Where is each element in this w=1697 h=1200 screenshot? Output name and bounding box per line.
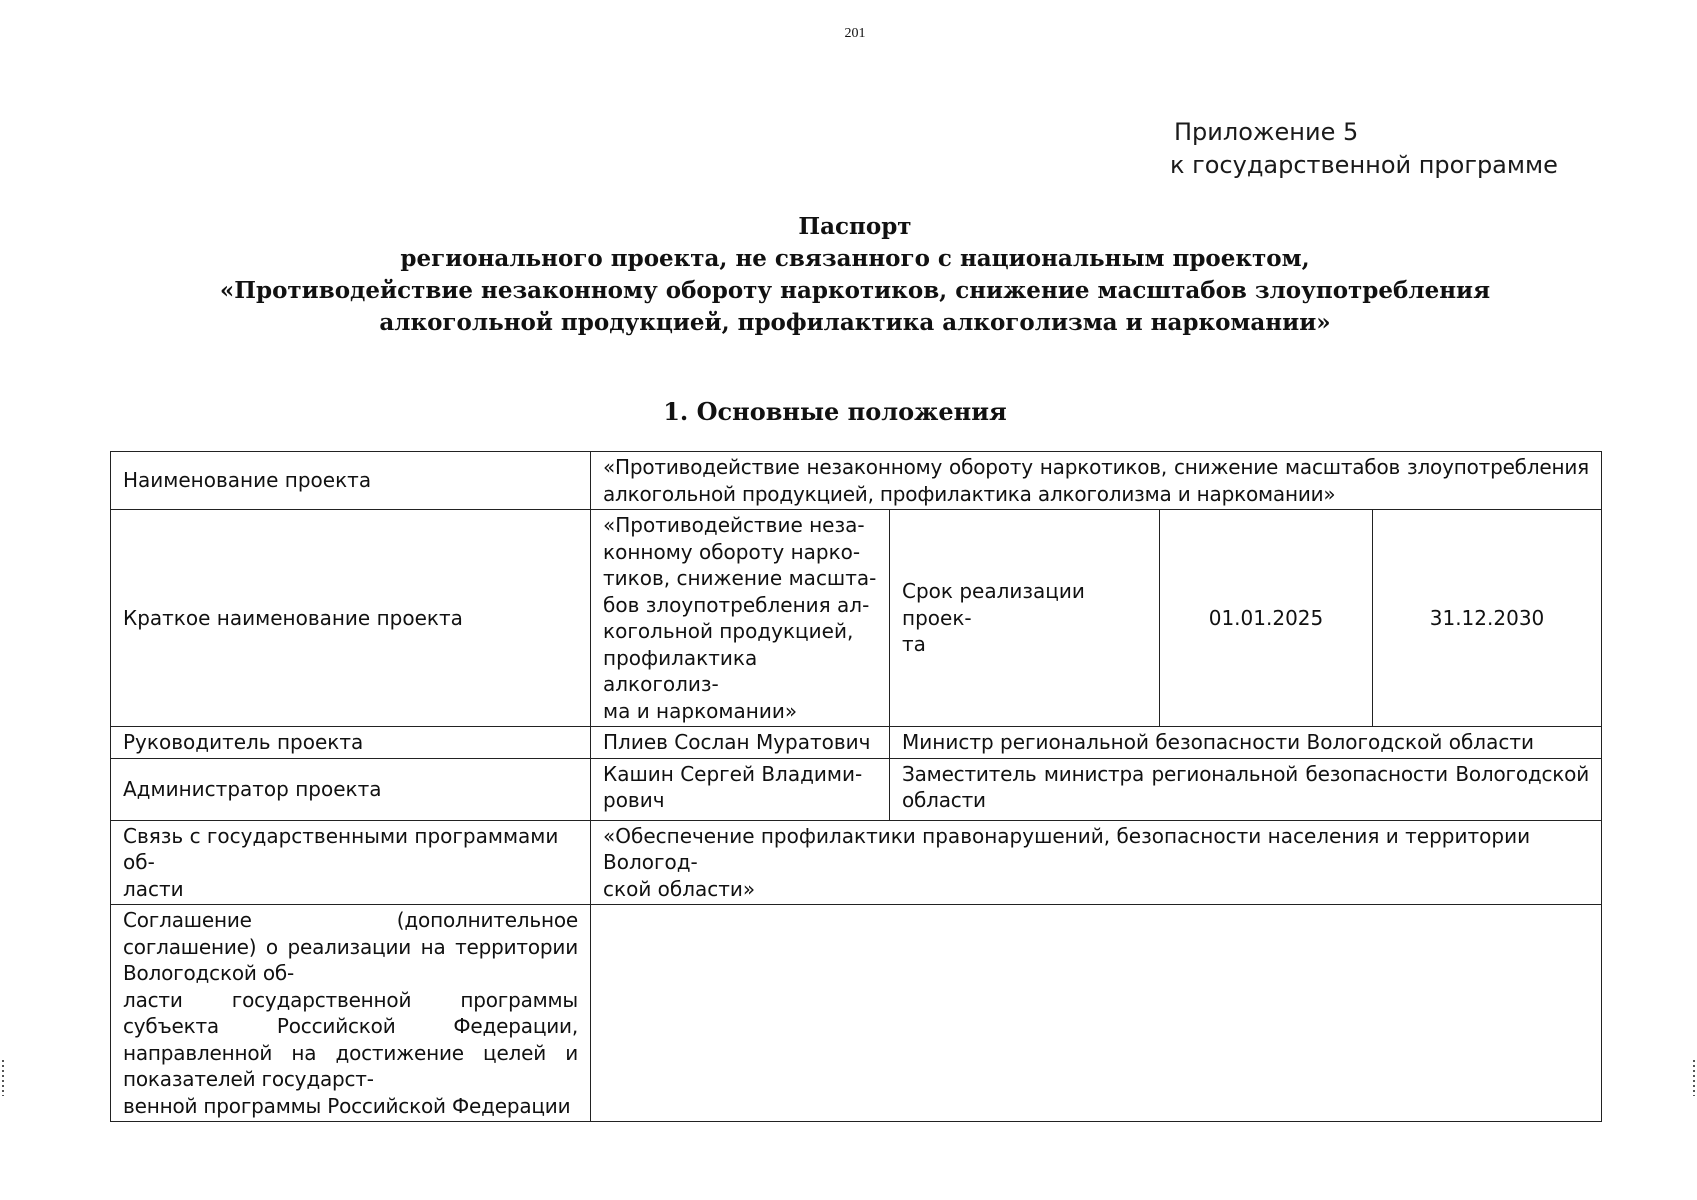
project-head-label: Руководитель проекта xyxy=(111,727,591,759)
agreement-label: Соглашение (дополнительное соглашение) о реализации на территории Вологодской об- ласти государственной программы субъекта Российской Федерации, направленной на достижение целей и показателей государст- венной программы Российской Федерации xyxy=(111,905,591,1122)
row-project-name xyxy=(111,452,1602,510)
project-name-value: «Противодействие незаконному обороту наркотиков, снижение масштабов злоупотребления алкогольной продукцией, профилактика алкоголизма и наркомании» xyxy=(591,452,1602,510)
short-name-label: Краткое наименование проекта xyxy=(111,510,591,727)
period-label: Срок реализации проек- та xyxy=(890,510,1160,727)
scan-edge-mark-left xyxy=(2,1060,4,1096)
project-name-label: Наименование проекта xyxy=(111,452,591,510)
state-programs-value: «Обеспечение профилактики правонарушений, безопасности населения и территории Вологод- ской области» xyxy=(591,820,1602,905)
administrator-name: Кашин Сергей Владими- рович xyxy=(591,758,890,820)
short-name-value: «Противодействие неза- конному обороту нарко- тиков, снижение масшта- бов злоупотребления ал- когольной продукцией, профилактика алкоголиз- ма и наркомании» xyxy=(591,510,890,727)
row-short-name xyxy=(111,510,1602,727)
heading-line-passport: Паспорт xyxy=(798,213,912,240)
administrator-label: Администратор проекта xyxy=(111,758,591,820)
document-heading xyxy=(0,211,1697,339)
administrator-position: Заместитель министра региональной безопасности Вологодской области xyxy=(890,758,1602,820)
row-administrator xyxy=(111,758,1602,820)
heading-line-project-type: регионального проекта, не связанного с национальным проектом, xyxy=(400,245,1310,272)
project-head-position: Министр региональной безопасности Вологодской области xyxy=(890,727,1602,759)
row-project-head xyxy=(111,727,1602,759)
state-programs-label: Связь с государственными программами об- ласти xyxy=(111,820,591,905)
appendix-title: Приложение 5 xyxy=(1174,118,1359,146)
appendix-note xyxy=(1170,116,1558,182)
start-date: 01.01.2025 xyxy=(1160,510,1373,727)
page-number: 201 xyxy=(844,26,866,41)
row-agreement xyxy=(111,905,1602,1122)
section-title: 1. Основные положения xyxy=(663,397,1007,426)
heading-line-project-name-2: алкогольной продукцией, профилактика алкоголизма и наркомании» xyxy=(379,309,1331,336)
scan-edge-mark-right xyxy=(1693,1060,1695,1096)
end-date: 31.12.2030 xyxy=(1373,510,1602,727)
passport-table xyxy=(110,451,1602,1122)
project-head-name: Плиев Сослан Муратович xyxy=(591,727,890,759)
agreement-value xyxy=(591,905,1602,1122)
heading-line-project-name-1: «Противодействие незаконному обороту наркотиков, снижение масштабов злоупотребления xyxy=(219,277,1491,304)
row-state-programs xyxy=(111,820,1602,905)
appendix-subtitle: к государственной программе xyxy=(1170,151,1558,179)
